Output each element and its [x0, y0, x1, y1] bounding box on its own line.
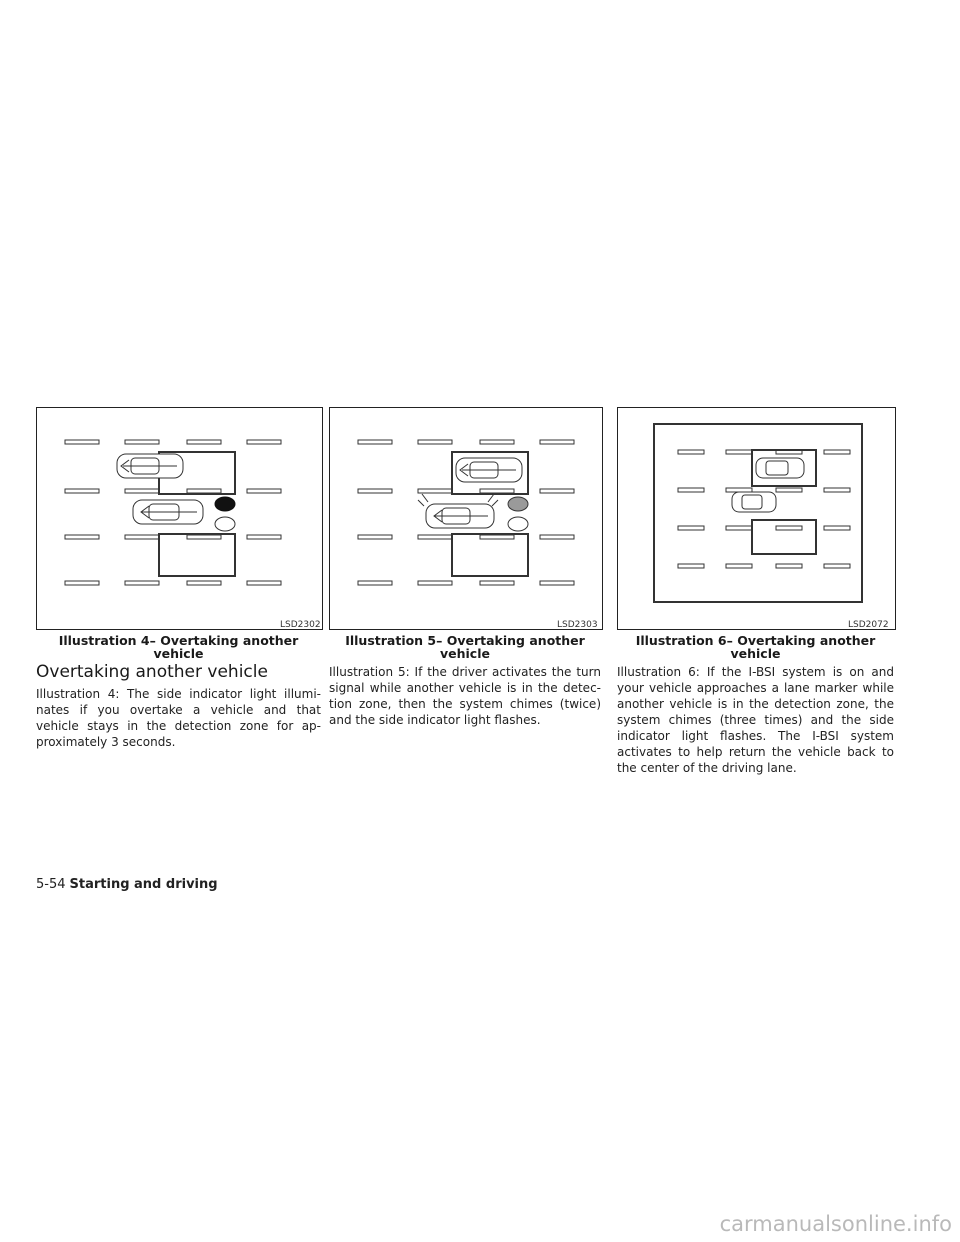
paragraph: Illustration 6: If the I-BSI system is on and your vehicle approaches a lane marker while another vehicle is in the detection zone, the system chimes (three times) and the side indicator light flashes. The I-BSI system activates to help return the vehicle back to the center of the driving lane.: [617, 665, 894, 775]
caption-line: vehicle: [153, 646, 204, 661]
illustration-5-diagram: [330, 408, 602, 629]
caption-line: Illustration 5– Overtaking another: [345, 633, 585, 648]
figure-code: LSD2072: [848, 620, 889, 630]
paragraph: Illustration 4: The side indicator light illumi-nates if you overtake a vehicle and that vehicle stays in the detection zone for ap-proximately 3 seconds.: [36, 687, 321, 749]
caption-line: vehicle: [440, 646, 490, 661]
caption-line: Illustration 6– Overtaking another: [635, 633, 876, 648]
illustration-6-frame: [617, 407, 896, 630]
illustration-5-frame: [329, 407, 603, 630]
caption-line: vehicle: [730, 646, 781, 661]
illustration-4-frame: [36, 407, 323, 630]
caption-line: Illustration 4– Overtaking another: [58, 633, 299, 648]
watermark: carmanualsonline.info: [719, 1212, 952, 1236]
figure-caption: [617, 634, 894, 660]
section-title: Overtaking another vehicle: [36, 662, 268, 682]
figure-code: LSD2303: [557, 620, 598, 630]
figure-caption: [329, 634, 601, 660]
paragraph: Illustration 5: If the driver activates the turn signal while another vehicle is in the detec-tion zone, then the system chimes (twice) and the side indicator light flashes.: [329, 665, 601, 727]
figure-code: LSD2302: [280, 620, 321, 630]
illustration-4-diagram: [37, 408, 322, 629]
page-number: 5-54: [36, 877, 66, 892]
chapter-title: Starting and driving: [69, 877, 218, 892]
figure-caption: [36, 634, 321, 660]
illustration-6-diagram: [618, 408, 895, 629]
page-footer: [36, 877, 218, 892]
